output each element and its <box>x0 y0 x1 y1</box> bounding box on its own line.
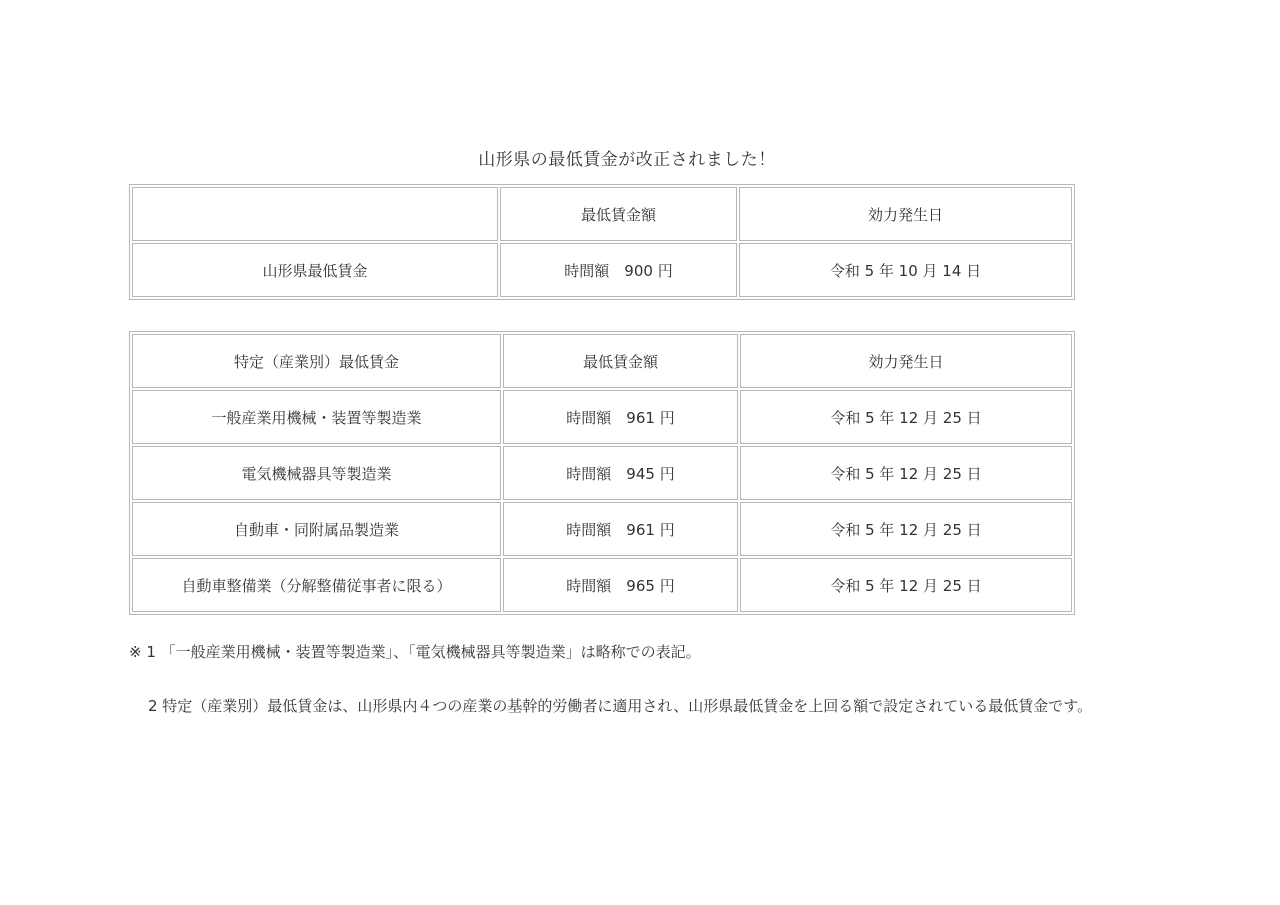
wage-amount-cell: 時間額 961 円 <box>503 390 738 444</box>
prefectural-minimum-wage-table <box>129 184 1075 300</box>
effective-date-cell: 令和 5 年 12 月 25 日 <box>740 558 1072 612</box>
table-row <box>132 243 1072 297</box>
effective-date-cell: 令和 5 年 12 月 25 日 <box>740 390 1072 444</box>
page-title: 山形県の最低賃金が改正されました！ <box>478 150 776 170</box>
effective-date-cell: 令和 5 年 12 月 25 日 <box>740 446 1072 500</box>
wage-amount-cell: 時間額 961 円 <box>503 502 738 556</box>
header-cell-amount: 最低賃金額 <box>500 187 737 241</box>
footnote-2: 2 特定（産業別）最低賃金は、山形県内４つの産業の基幹的労働者に適用され、山形県最低賃金を上回る額で設定されている最低賃金です。 <box>148 697 1093 715</box>
wage-amount-cell: 時間額 945 円 <box>503 446 738 500</box>
effective-date-cell: 令和 5 年 10 月 14 日 <box>739 243 1072 297</box>
header-cell-amount: 最低賃金額 <box>503 334 738 388</box>
header-cell-empty <box>132 187 498 241</box>
industry-cell: 自動車整備業（分解整備従事者に限る） <box>132 558 501 612</box>
industry-cell: 電気機械器具等製造業 <box>132 446 501 500</box>
wage-name-cell: 山形県最低賃金 <box>132 243 498 297</box>
header-cell-effective-date: 効力発生日 <box>740 334 1072 388</box>
table-header-row <box>132 334 1072 388</box>
wage-amount-cell: 時間額 965 円 <box>503 558 738 612</box>
header-cell-effective-date: 効力発生日 <box>739 187 1072 241</box>
table-row <box>132 446 1072 500</box>
effective-date-cell: 令和 5 年 12 月 25 日 <box>740 502 1072 556</box>
table-row <box>132 558 1072 612</box>
industry-cell: 自動車・同附属品製造業 <box>132 502 501 556</box>
footnote-1: ※ 1 「一般産業用機械・装置等製造業」、「電気機械器具等製造業」は略称での表記。 <box>129 643 701 661</box>
table-row <box>132 390 1072 444</box>
industry-cell: 一般産業用機械・装置等製造業 <box>132 390 501 444</box>
header-cell-industry: 特定（産業別）最低賃金 <box>132 334 501 388</box>
table-row <box>132 502 1072 556</box>
table-header-row <box>132 187 1072 241</box>
wage-amount-cell: 時間額 900 円 <box>500 243 737 297</box>
specific-minimum-wage-table <box>129 331 1075 615</box>
